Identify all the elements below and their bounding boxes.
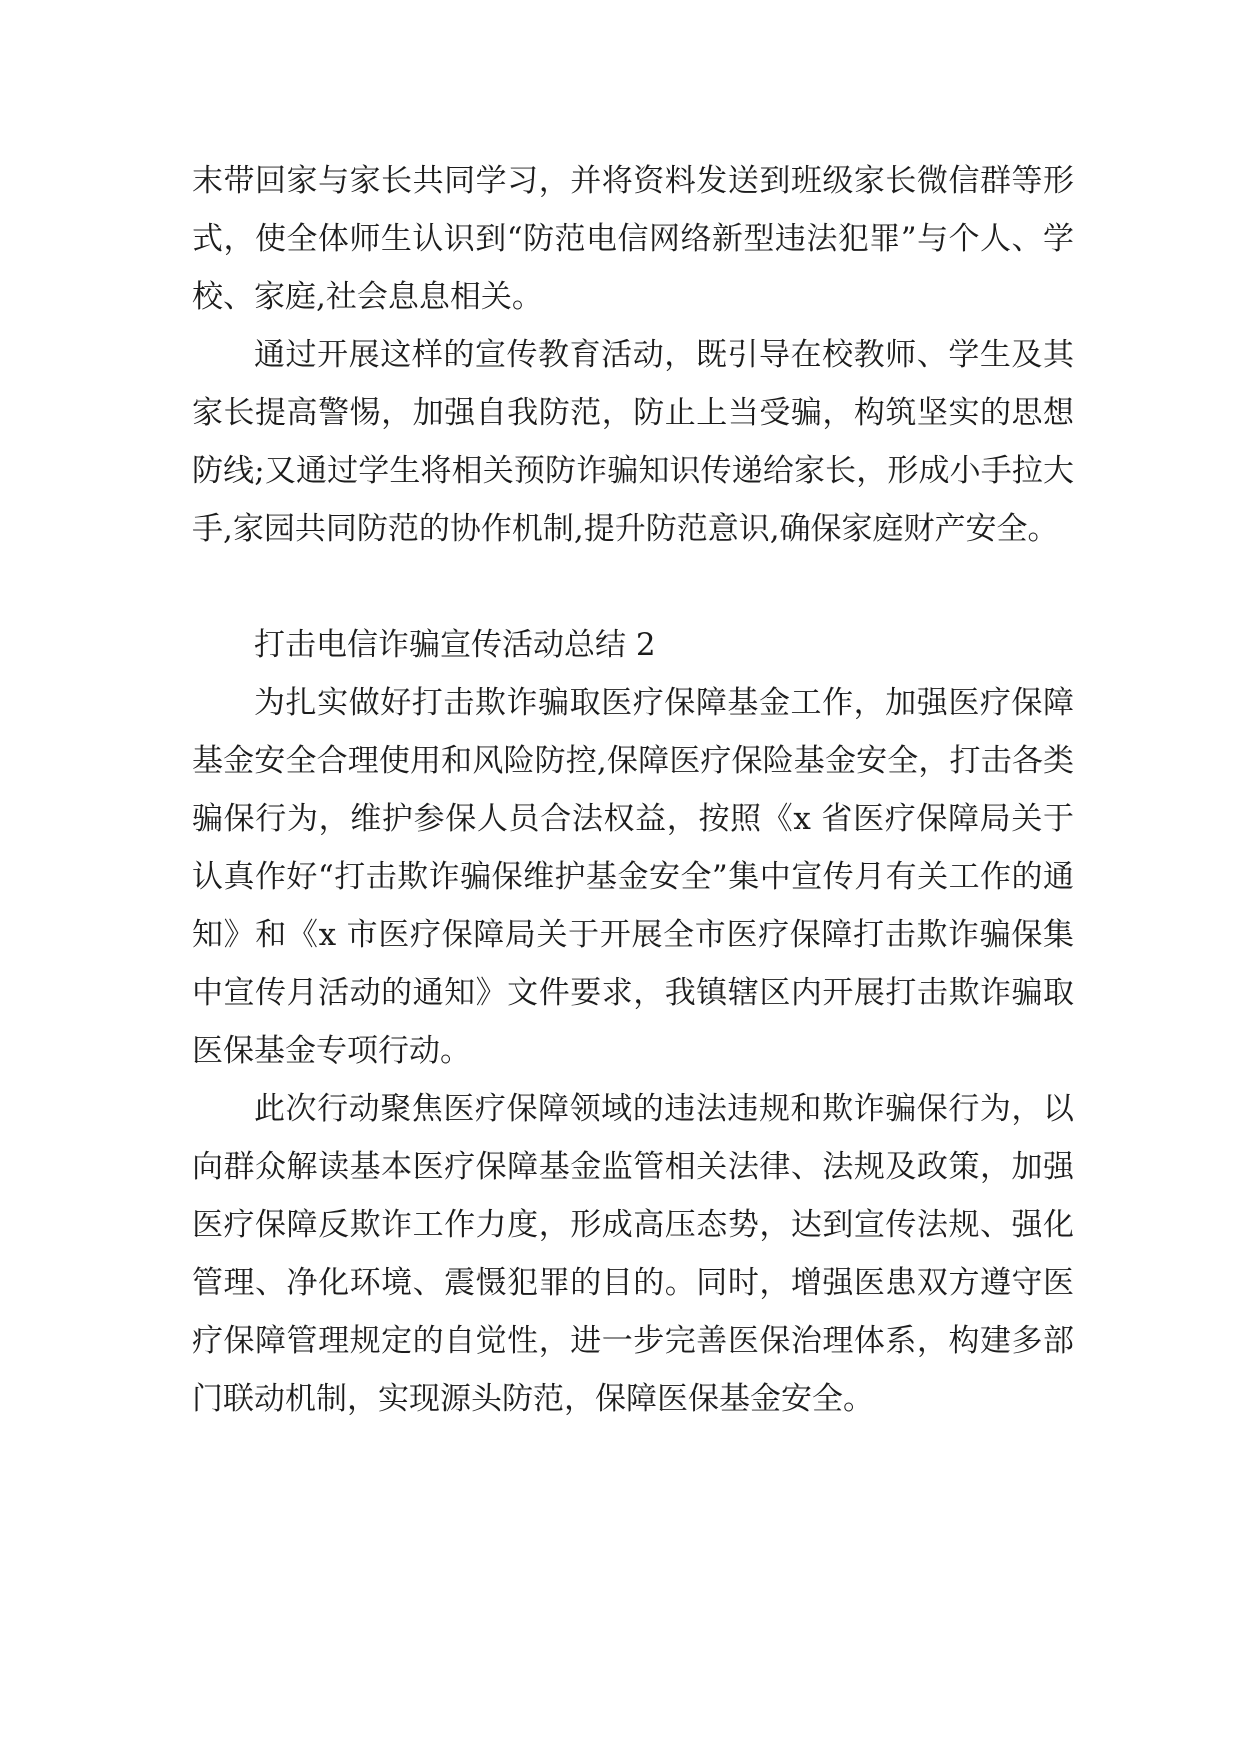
document-body: [192, 152, 1074, 1428]
paragraph-background: 为扎实做好打击欺诈骗取医疗保障基金工作，加强医疗保障基金安全合理使用和风险防控,保障医疗保险基金安全，打击各类骗保行为，维护参保人员合法权益，按照《x 省医疗保障局关于认真作好“打击欺诈骗保维护基金安全”集中宣传月有关工作的通知》和《x 市医疗保障局关于开展全市医疗保障打击欺诈骗保集中宣传月活动的通知》文件要求，我镇辖区内开展打击欺诈骗取医保基金专项行动。: [192, 685, 1074, 1069]
section-heading: 打击电信诈骗宣传活动总结 2: [254, 627, 656, 663]
section-spacer: [192, 558, 1074, 616]
paragraph-continuation: 末带回家与家长共同学习，并将资料发送到班级家长微信群等形式，使全体师生认识到“防范电信网络新型违法犯罪”与个人、学校、家庭,社会息息相关。: [192, 163, 1074, 315]
paragraph-focus: 此次行动聚焦医疗保障领域的违法违规和欺诈骗保行为，以向群众解读基本医疗保障基金监管相关法律、法规及政策，加强医疗保障反欺诈工作力度，形成高压态势，达到宣传法规、强化管理、净化环境、震慑犯罪的目的。同时，增强医患双方遵守医疗保障管理规定的自觉性，进一步完善医保治理体系，构建多部门联动机制，实现源头防范，保障医保基金安全。: [192, 1091, 1074, 1417]
paragraph-effect: 通过开展这样的宣传教育活动，既引导在校教师、学生及其家长提高警惕，加强自我防范，防止上当受骗，构筑坚实的思想防线;又通过学生将相关预防诈骗知识传递给家长，形成小手拉大手,家园共同防范的协作机制,提升防范意识,确保家庭财产安全。: [192, 337, 1074, 547]
